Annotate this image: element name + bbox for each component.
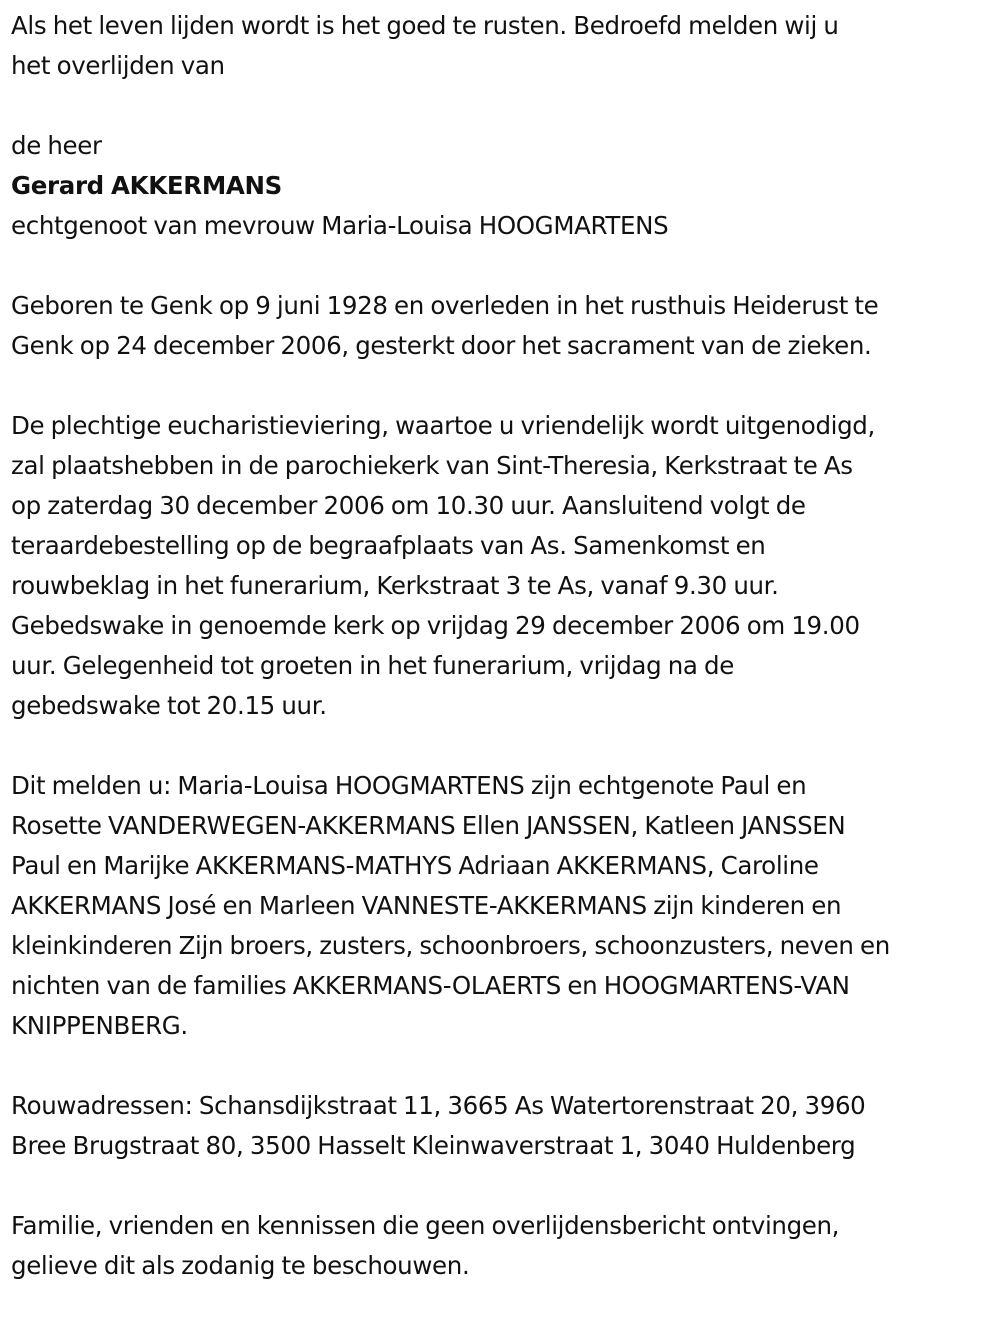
text-line: gelieve dit als zodanig te beschouwen. [11, 1251, 470, 1280]
text-line: gebedswake tot 20.15 uur. [11, 691, 327, 720]
text-line: Rosette VANDERWEGEN-AKKERMANS Ellen JANSSEN, Katleen JANSSEN [11, 811, 846, 840]
text-line: Dit melden u: Maria-Louisa HOOGMARTENS zijn echtgenote Paul en [11, 771, 807, 800]
birth-death-paragraph [11, 286, 996, 366]
text-line: op zaterdag 30 december 2006 om 10.30 uur. Aansluitend volgt de [11, 491, 806, 520]
text-line: het overlijden van [11, 51, 225, 80]
text-line: KNIPPENBERG. [11, 1011, 188, 1040]
paragraph-spacer [11, 1046, 996, 1086]
text-line: AKKERMANS José en Marleen VANNESTE-AKKERMANS zijn kinderen en [11, 891, 842, 920]
closing-paragraph [11, 1206, 996, 1286]
paragraph-spacer [11, 1166, 996, 1206]
text-line: Paul en Marijke AKKERMANS-MATHYS Adriaan AKKERMANS, Caroline [11, 851, 819, 880]
text-line: nichten van de families AKKERMANS-OLAERTS en HOOGMARTENS-VAN [11, 971, 850, 1000]
text-line: Geboren te Genk op 9 juni 1928 en overleden in het rusthuis Heiderust te [11, 291, 879, 320]
spouse-line: echtgenoot van mevrouw Maria-Louisa HOOGMARTENS [11, 211, 669, 240]
text-line: Als het leven lijden wordt is het goed te rusten. Bedroefd melden wij u [11, 11, 839, 40]
text-line: uur. Gelegenheid tot groeten in het funerarium, vrijdag na de [11, 651, 734, 680]
text-line: zal plaatshebben in de parochiekerk van Sint-Theresia, Kerkstraat te As [11, 451, 853, 480]
text-line: Bree Brugstraat 80, 3500 Hasselt Kleinwaverstraat 1, 3040 Huldenberg [11, 1131, 856, 1160]
paragraph-spacer [11, 86, 996, 126]
ceremony-paragraph [11, 406, 996, 726]
text-line: De plechtige eucharistieviering, waartoe u vriendelijk wordt uitgenodigd, [11, 411, 875, 440]
paragraph-spacer [11, 246, 996, 286]
deceased-name: Gerard AKKERMANS [11, 171, 282, 200]
text-line: teraardebestelling op de begraafplaats van As. Samenkomst en [11, 531, 766, 560]
addresses-paragraph [11, 1086, 996, 1166]
text-line: rouwbeklag in het funerarium, Kerkstraat 3 te As, vanaf 9.30 uur. [11, 571, 779, 600]
text-line: Gebedswake in genoemde kerk op vrijdag 29 december 2006 om 19.00 [11, 611, 860, 640]
paragraph-spacer [11, 726, 996, 766]
salutation: de heer [11, 131, 102, 160]
family-paragraph [11, 766, 996, 1046]
text-line: kleinkinderen Zijn broers, zusters, schoonbroers, schoonzusters, neven en [11, 931, 890, 960]
text-line: Genk op 24 december 2006, gesterkt door het sacrament van de zieken. [11, 331, 872, 360]
obituary-notice [11, 6, 996, 1286]
text-line: Rouwadressen: Schansdijkstraat 11, 3665 As Watertorenstraat 20, 3960 [11, 1091, 866, 1120]
intro-paragraph [11, 6, 996, 86]
text-line: Familie, vrienden en kennissen die geen overlijdensbericht ontvingen, [11, 1211, 840, 1240]
paragraph-spacer [11, 366, 996, 406]
